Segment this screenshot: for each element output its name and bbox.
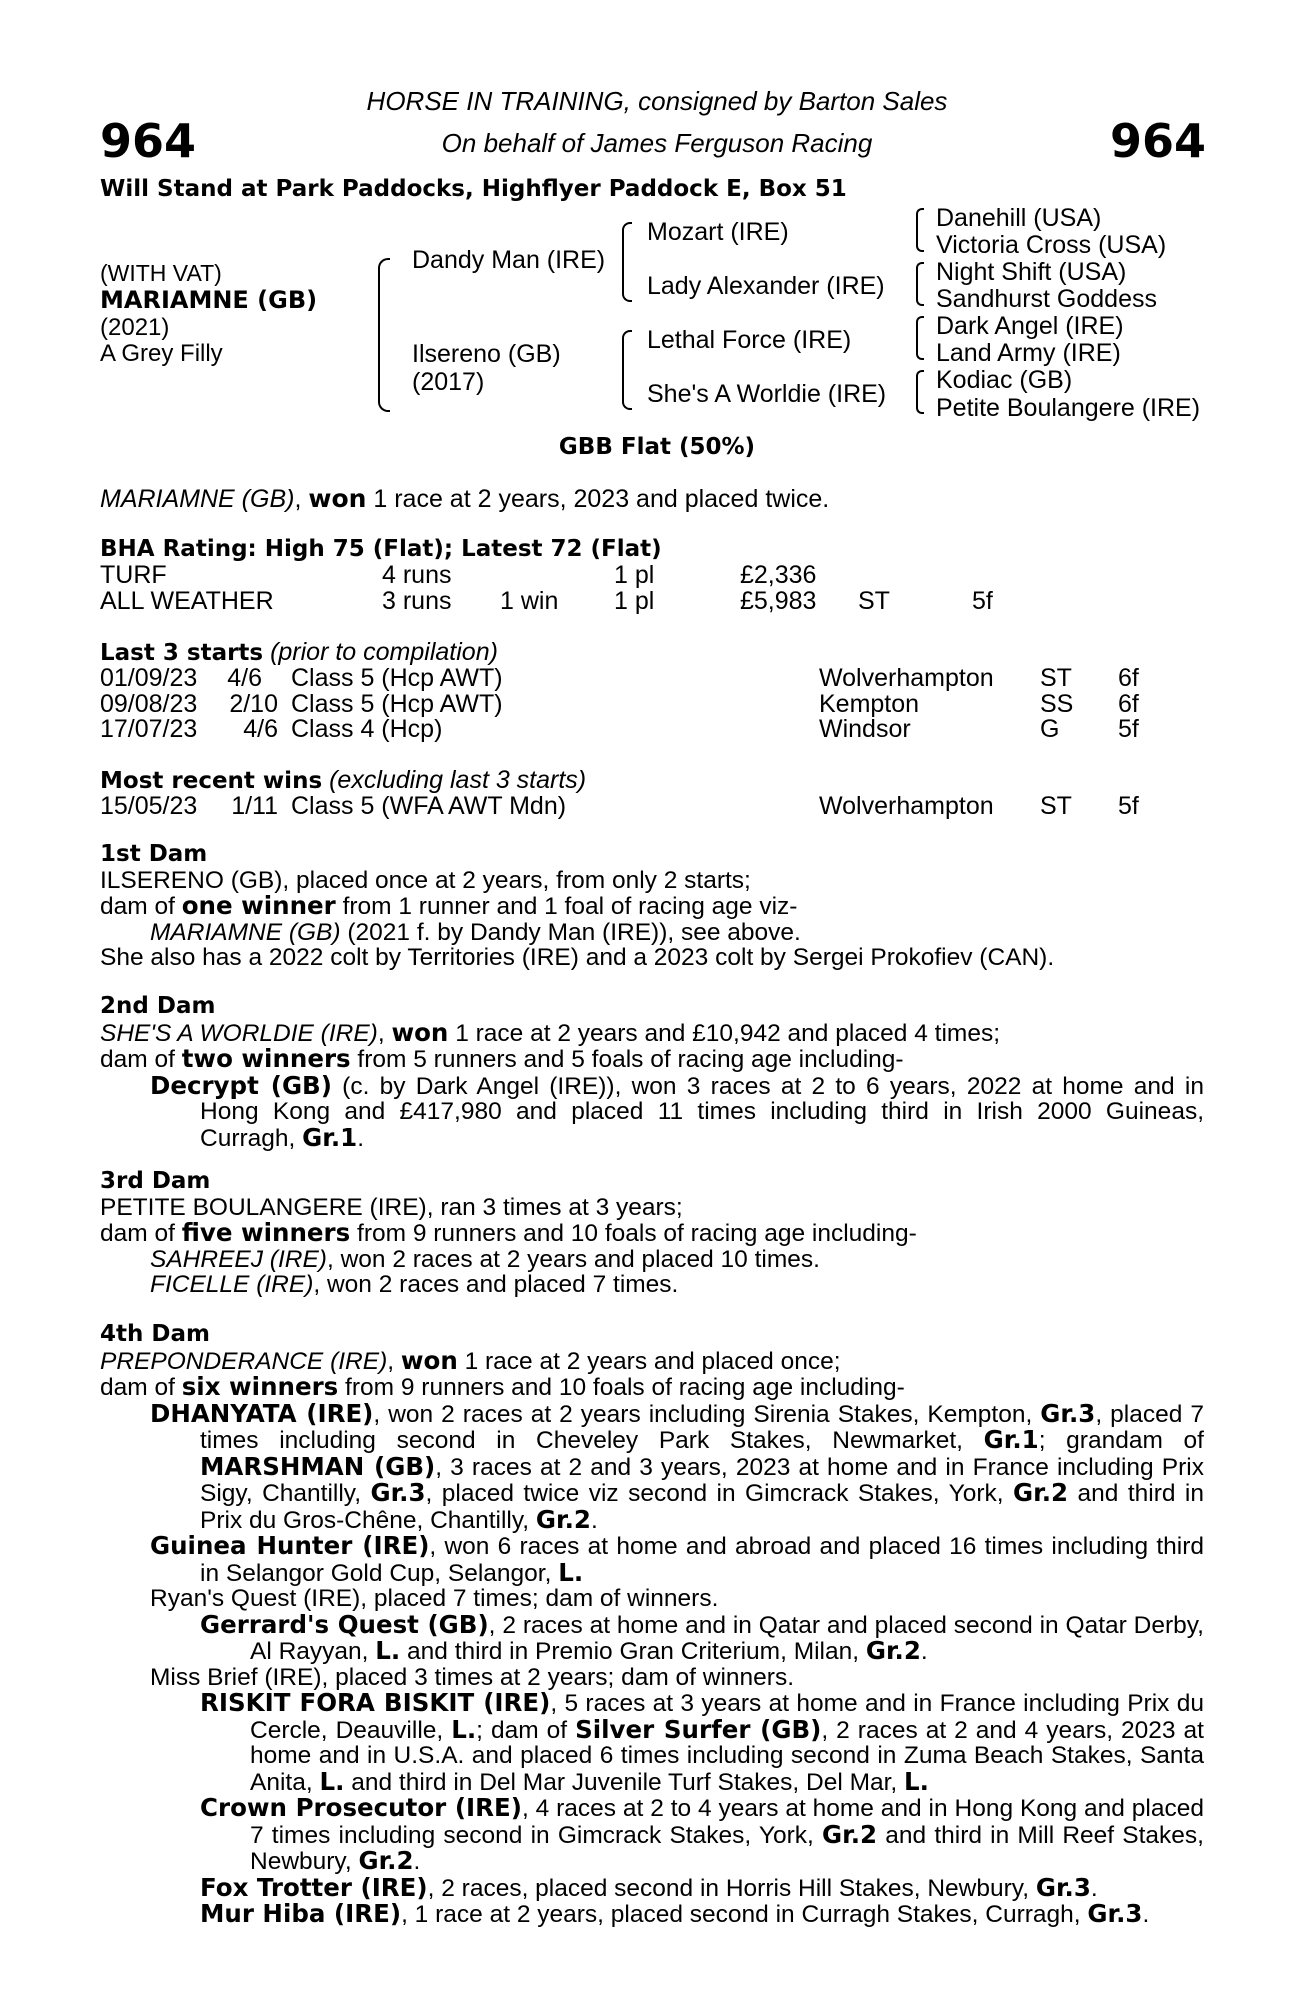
- dam1-line2: [100, 893, 1204, 920]
- start-course: Wolverhampton: [819, 664, 994, 692]
- recent-heading: [100, 768, 586, 793]
- t: , placed twice viz second in Gimcrack Stakes, York,: [425, 1480, 1013, 1507]
- pedigree-brace-gen1: [378, 258, 390, 412]
- rating-aw-wins: 1 win: [500, 587, 559, 615]
- dam-name: PREPONDERANCE (IRE): [100, 1347, 388, 1375]
- grade: L.: [904, 1766, 929, 1796]
- grade: L.: [375, 1636, 401, 1665]
- t: from 1 runner and 1 foal of racing age viz-: [335, 893, 798, 920]
- t: .: [357, 1124, 365, 1152]
- dam3-line2: [100, 1220, 1204, 1247]
- progeny-name: Decrypt (GB): [150, 1070, 332, 1100]
- pedigree-sss: Danehill (USA): [936, 204, 1102, 232]
- grade: L.: [451, 1714, 477, 1744]
- progeny-name: Crown Prosecutor (IRE): [200, 1793, 522, 1822]
- start-dist: 5f: [1118, 715, 1139, 743]
- win-course: Wolverhampton: [819, 792, 994, 820]
- t: .: [590, 1506, 598, 1534]
- rating-aw-money: £5,983: [740, 587, 817, 615]
- start-pos: 2/10: [229, 690, 278, 718]
- grade: L.: [558, 1557, 584, 1587]
- start-pos: 4/6: [243, 715, 278, 743]
- last3-title: Last 3 starts: [100, 640, 264, 666]
- pedigree-sire-sire: Mozart (IRE): [647, 218, 789, 246]
- horse-name: MARIAMNE (GB): [100, 286, 318, 314]
- rating-turf-surface: TURF: [100, 561, 167, 589]
- pedigree-dss: Dark Angel (IRE): [936, 312, 1124, 340]
- t: , 2 races, placed second in Horris Hill Stakes, Newbury,: [427, 1874, 1036, 1902]
- vat-label: (WITH VAT): [100, 260, 222, 286]
- winners-count: five winners: [181, 1218, 351, 1247]
- progeny-name: Guinea Hunter (IRE): [150, 1531, 430, 1560]
- pedigree-dsd: Land Army (IRE): [936, 339, 1121, 367]
- start-class: Class 5 (Hcp AWT): [291, 664, 503, 692]
- rating-turf-money: £2,336: [740, 561, 817, 589]
- t: from 9 runners and 10 foals of racing age including-: [350, 1220, 917, 1247]
- last3-note: (prior to compilation): [263, 638, 498, 666]
- t: , won 6 races at home and abroad and placed 16 times including third in Selangor Gold Cup, Selangor,: [200, 1533, 1204, 1587]
- lot-number-left: 964: [100, 114, 197, 168]
- brace-3b: [916, 262, 924, 306]
- grade: Gr.1: [302, 1122, 358, 1152]
- start-class: Class 4 (Hcp): [291, 715, 443, 743]
- start-going: ST: [1040, 664, 1072, 692]
- t: ; grandam of: [1038, 1427, 1204, 1454]
- pedigree-sdd: Sandhurst Goddess: [936, 285, 1157, 313]
- start-date: 17/07/23: [100, 715, 198, 743]
- grade: Gr.2: [822, 1819, 878, 1849]
- t: , won 2 races at 2 years and placed 10 times.: [326, 1245, 820, 1273]
- win-dist: 5f: [1118, 792, 1139, 820]
- progeny-name: Silver Surfer (GB): [575, 1714, 822, 1744]
- start-dist: 6f: [1118, 690, 1139, 718]
- progeny-riskit-fora-biskit: [100, 1690, 1204, 1795]
- t: 1 race at 2 years and placed once;: [457, 1347, 841, 1375]
- progeny-name: MARSHMAN (GB): [200, 1451, 436, 1481]
- pedigree-brace-dam: [622, 330, 632, 410]
- horse-description: A Grey Filly: [100, 340, 223, 367]
- start-course: Windsor: [819, 715, 911, 743]
- pedigree-dam-dam: She's A Worldie (IRE): [647, 380, 887, 408]
- rating-turf-pl: 1 pl: [614, 561, 655, 589]
- t: dam of: [100, 1046, 182, 1073]
- start-date: 01/09/23: [100, 664, 198, 692]
- gbb-label: GBB Flat (50%): [558, 434, 756, 460]
- t: and third in Mill Reef Stakes, Newbury,: [250, 1821, 1204, 1875]
- t: from 9 runners and 10 foals of racing age including-: [338, 1374, 905, 1401]
- won: won: [391, 1017, 449, 1047]
- t: , won 2 races at 2 years including Sirenia Stakes, Kempton,: [373, 1400, 1041, 1428]
- rating-aw-going: ST: [858, 587, 890, 615]
- progeny-miss-brief: Miss Brief (IRE), placed 3 times at 2 years; dam of winners.: [150, 1663, 795, 1691]
- dam3-line1: PETITE BOULANGERE (IRE), ran 3 times at 3 years;: [100, 1193, 683, 1221]
- summary-horse: MARIAMNE (GB): [100, 485, 295, 513]
- progeny-guinea-hunter: [100, 1533, 1204, 1586]
- grade: Gr.2: [535, 1504, 591, 1534]
- summary-line: MARIAMNE (GB), won 1 race at 2 years, 2023 and placed twice.: [100, 484, 830, 513]
- recent-note: (excluding last 3 starts): [322, 766, 587, 794]
- t: , 5 races at 3 years at home and in France including Prix du Cercle, Deauville,: [250, 1690, 1204, 1744]
- pedigree-dam: Ilsereno (GB): [412, 340, 561, 368]
- t: .: [1142, 1901, 1150, 1928]
- start-course: Kempton: [819, 690, 920, 718]
- rating-aw-pl: 1 pl: [614, 587, 655, 615]
- header-consignor: HORSE IN TRAINING, consigned by Barton Sales: [366, 86, 948, 116]
- t: 1 race at 2 years and £10,942 and placed 4 times;: [448, 1019, 1000, 1047]
- dam1-line4: She also has a 2022 colt by Territories (IRE) and a 2023 colt by Sergei Prokofiev (CAN).: [100, 944, 1055, 971]
- won: won: [400, 1345, 458, 1375]
- progeny-name: MARIAMNE (GB): [150, 918, 341, 946]
- start-going: SS: [1040, 690, 1074, 718]
- start-pos: 4/6: [227, 664, 262, 692]
- winners-count: six winners: [181, 1372, 339, 1401]
- t: , 2 races at 2 and 4 years, 2023 at home and in U.S.A. and placed 6 times including second in Zuma Beach Stakes, Santa Anita,: [250, 1716, 1204, 1796]
- t: and third in Prix du Gros-Chêne, Chantilly,: [200, 1480, 1204, 1534]
- t: , 2 races at home and in Qatar and placed second in Qatar Derby, Al Rayyan,: [250, 1611, 1204, 1665]
- t: , won 2 races and placed 7 times.: [313, 1271, 679, 1298]
- grade: Gr.2: [1013, 1478, 1069, 1507]
- summary-won: won: [308, 484, 367, 513]
- progeny-gerrards-quest: [100, 1609, 1204, 1665]
- t: and third in Premio Gran Criterium, Milan,: [400, 1638, 866, 1665]
- progeny-name: Fox Trotter (IRE): [200, 1872, 428, 1902]
- rating-aw-dist: 5f: [972, 587, 993, 615]
- pedigree-ssd: Victoria Cross (USA): [936, 231, 1167, 259]
- progeny-ryans-quest: Ryan's Quest (IRE), placed 7 times; dam of winners.: [150, 1585, 719, 1612]
- pedigree-dds: Kodiac (GB): [936, 366, 1073, 394]
- t: and third in Del Mar Juvenile Turf Stakes, Del Mar,: [344, 1768, 905, 1796]
- progeny-crown-prosecutor: [100, 1795, 1204, 1875]
- dam4-line2: [100, 1374, 1204, 1401]
- horse-year: (2021): [100, 314, 170, 341]
- pedigree-dam-year: (2017): [412, 368, 485, 396]
- win-class: Class 5 (WFA AWT Mdn): [291, 792, 567, 820]
- progeny-mur-hiba: [100, 1901, 1204, 1928]
- dam2-progeny: [100, 1070, 1204, 1152]
- dam3-progeny-1: [100, 1247, 1204, 1273]
- grade: Gr.3: [1035, 1872, 1091, 1902]
- grade: L.: [319, 1766, 345, 1796]
- t: .: [920, 1638, 928, 1665]
- section-1st-dam: [100, 842, 1204, 971]
- t: , placed 7 times including second in Cheveley Park Stakes, Newmarket,: [200, 1400, 1204, 1454]
- section-3rd-dam: [100, 1169, 1204, 1298]
- section-4th-dam: [100, 1322, 1204, 1928]
- pedigree-sire-dam: Lady Alexander (IRE): [647, 272, 885, 300]
- start-dist: 6f: [1118, 664, 1139, 692]
- stand-location: Will Stand at Park Paddocks, Highflyer Paddock E, Box 51: [100, 176, 847, 202]
- progeny-name: Mur Hiba (IRE): [200, 1899, 402, 1928]
- dam-name: SHE'S A WORLDIE (IRE): [100, 1019, 378, 1047]
- pedigree-sds: Night Shift (USA): [936, 258, 1127, 286]
- pedigree-sire: Dandy Man (IRE): [412, 246, 606, 274]
- progeny-dhanyata: [100, 1398, 1204, 1534]
- grade: Gr.3: [1040, 1398, 1096, 1428]
- winners-count: two winners: [181, 1044, 351, 1073]
- pedigree-ddd: Petite Boulangere (IRE): [936, 394, 1201, 422]
- rating-aw-runs: 3 runs: [382, 587, 452, 615]
- lot-number-right: 964: [1109, 114, 1206, 168]
- grade: Gr.2: [865, 1636, 921, 1665]
- dam3-title: 3rd Dam: [100, 1168, 211, 1194]
- dam2-title: 2nd Dam: [100, 993, 216, 1019]
- grade: Gr.3: [1087, 1899, 1143, 1928]
- dam2-line1: SHE'S A WORLDIE (IRE), won 1 race at 2 years and £10,942 and placed 4 times;: [100, 1017, 1000, 1047]
- dam4-title: 4th Dam: [100, 1321, 210, 1347]
- dam3-progeny-2: [100, 1272, 1204, 1298]
- t: dam of: [100, 1220, 182, 1247]
- section-2nd-dam: [100, 994, 1204, 1151]
- start-going: G: [1040, 715, 1060, 743]
- t: dam of: [100, 1374, 182, 1401]
- progeny-name: FICELLE (IRE): [150, 1271, 314, 1298]
- win-pos: 1/11: [231, 792, 278, 820]
- grade: Gr.2: [358, 1846, 414, 1875]
- progeny-fox-trotter: [100, 1872, 1204, 1902]
- progeny-name: RISKIT FORA BISKIT (IRE): [200, 1688, 551, 1717]
- pedigree-dam-sire: Lethal Force (IRE): [647, 326, 852, 354]
- grade: Gr.1: [983, 1425, 1039, 1454]
- progeny-name: DHANYATA (IRE): [150, 1398, 374, 1428]
- last3-heading: [100, 640, 498, 665]
- dam1-line1: ILSERENO (GB), placed once at 2 years, from only 2 starts;: [100, 866, 751, 894]
- win-date: 15/05/23: [100, 792, 198, 820]
- dam2-line2: [100, 1046, 1204, 1073]
- progeny-name: Gerrard's Quest (GB): [200, 1609, 489, 1639]
- brace-3a: [916, 208, 924, 252]
- t: , 4 races at 2 to 4 years at home and in Hong Kong and placed 7 times including second in Gimcrack Stakes, York,: [250, 1795, 1205, 1849]
- header-behalf: On behalf of James Ferguson Racing: [441, 128, 873, 158]
- brace-3d: [916, 370, 924, 414]
- win-going: ST: [1040, 792, 1072, 820]
- recent-title: Most recent wins: [100, 768, 323, 794]
- t: , 1 race at 2 years, placed second in Curragh Stakes, Curragh,: [401, 1901, 1088, 1928]
- rating-title: BHA Rating: High 75 (Flat); Latest 72 (Flat): [100, 536, 662, 562]
- brace-3c: [916, 316, 924, 360]
- dam1-title: 1st Dam: [100, 841, 208, 867]
- t: .: [1090, 1874, 1098, 1902]
- winners-count: one winner: [181, 891, 336, 920]
- t: from 5 runners and 5 foals of racing age including-: [350, 1046, 904, 1073]
- dam4-line1: PREPONDERANCE (IRE), won 1 race at 2 years and placed once;: [100, 1345, 841, 1375]
- rating-turf-runs: 4 runs: [382, 561, 452, 589]
- grade: Gr.3: [370, 1478, 426, 1507]
- summary-rest: 1 race at 2 years, 2023 and placed twice.: [366, 485, 830, 513]
- pedigree-brace-sire: [622, 222, 632, 302]
- progeny-name: SAHREEJ (IRE): [150, 1245, 327, 1273]
- dam1-line3: [100, 920, 1204, 946]
- t: ; dam of: [476, 1716, 576, 1744]
- start-class: Class 5 (Hcp AWT): [291, 690, 503, 718]
- t: (c. by Dark Angel (IRE)), won 3 races at 2 to 6 years, 2022 at home and in Hong Kong and £417,980 and placed 11 times including third in Irish 2000 Guineas, Curragh,: [200, 1072, 1204, 1152]
- t: dam of: [100, 893, 182, 920]
- t: , 3 races at 2 and 3 years, 2023 at home and in France including Prix Sigy, Chantilly,: [200, 1453, 1204, 1507]
- t: .: [413, 1848, 421, 1875]
- rating-aw-surface: ALL WEATHER: [100, 587, 274, 615]
- start-date: 09/08/23: [100, 690, 198, 718]
- t: (2021 f. by Dandy Man (IRE)), see above.: [340, 918, 801, 946]
